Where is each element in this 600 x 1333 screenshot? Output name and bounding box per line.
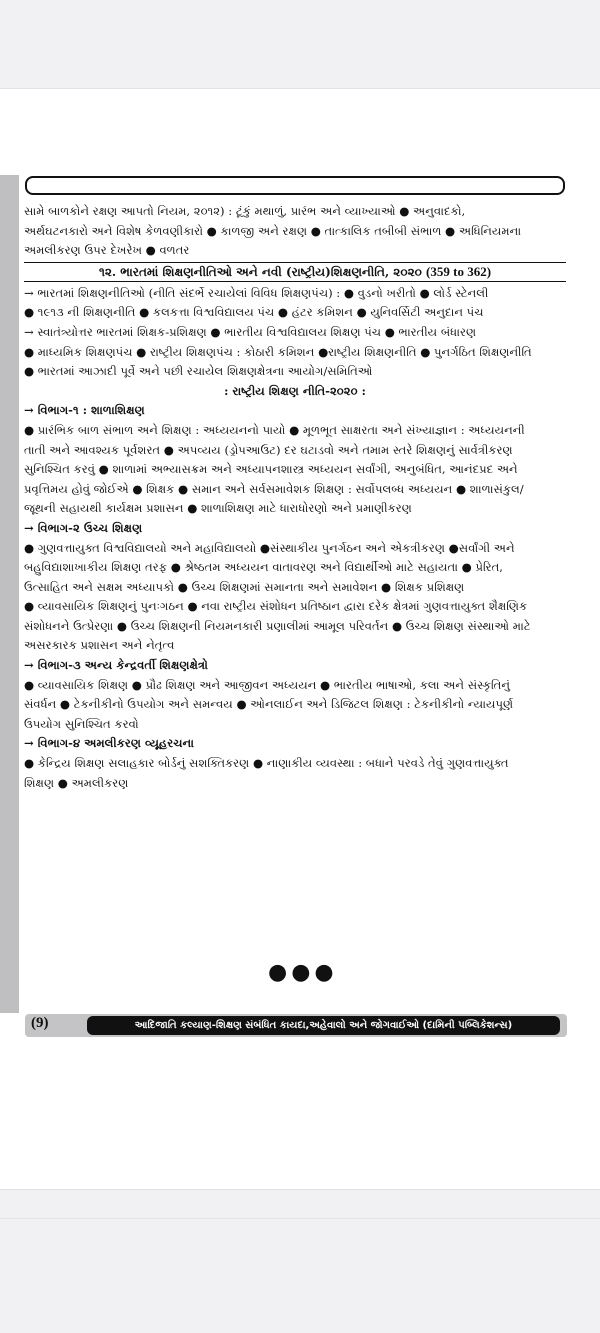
page-content <box>24 202 566 793</box>
section2-line-2: બહુવિદ્યાશાખાકીય શિક્ષણ તરફ ● શ્રેષ્ઠતમ અધ્યયન વાતાવરણ અને વિદ્યાર્થીઓ માટે સહાયતા ● પ્રેરિત, <box>24 560 503 575</box>
section4-line-2: શિક્ષણ ● અમલીકરણ <box>24 775 129 790</box>
section1-line-4: પ્રવૃત્તિમય હોવું જોઈએ ● શિક્ષક ● સમાન અને સર્વસમાવેશક શિક્ષણ : સર્વોપલબ્ધ અધ્યયન ● શાળાસંકુલ/ <box>24 481 524 496</box>
left-margin-bar <box>0 175 19 1013</box>
divider <box>0 1218 600 1219</box>
intro-line-1: સામે બાળકોને રક્ષણ આપતો નિયમ, ૨૦૧૨) : ટૂંકું મથાળું, પ્રારંભ અને વ્યાખ્યાઓ ● અનુવાદકો, <box>24 204 466 218</box>
page-footer <box>25 1014 567 1037</box>
section2-line-3: ઉત્સાહિત અને સક્ષમ અધ્યાપકો ● ઉચ્ચ શિક્ષણમાં સમાનતા અને સમાવેશન ● શિક્ષક પ્રશિક્ષણ <box>24 579 465 594</box>
section3-line-1: ● વ્યાવસાયિક શિક્ષણ ● પ્રૌઢ શિક્ષણ અને આજીવન અધ્યયન ● ભારતીય ભાષાઓ, કલા અને સંસ્કૃતિનું <box>24 677 510 692</box>
section1-line-2: તાતી અને આવશ્યક પૂર્વશરત ● અપવ્યય (ડ્રોપઆઉટ) દર ઘટાડવો અને તમામ સ્તરે શિક્ષણનું સાર્વત્રીકરણ <box>24 442 513 457</box>
app-bottom-area <box>0 1190 600 1333</box>
section2-heading: → વિભાગ-૨ ઉચ્ચ શિક્ષણ <box>24 520 143 535</box>
chapter-line-3: → સ્વાતંત્ર્યોત્તર ભારતમાં શિક્ષક-પ્રશિક્ષણ ● ભારતીય વિશ્વવિદ્યાલય શિક્ષણ પંચ ● ભારતીય બંધારણ <box>24 324 477 339</box>
chapter-line-2: ● ૧૯૧૩ ની શિક્ષણનીતિ ● કલકત્તા વિશ્વવિદ્યાલય પંચ ● હંટર કમિશન ● યુનિવર્સિટી અનુદાન પંચ <box>24 305 484 320</box>
end-dots-icon: ●●● <box>268 960 338 985</box>
section2-line-6: અસરકારક પ્રશાસન અને નેતૃત્વ <box>24 638 175 653</box>
chapter-title-text: ૧૨. ભારતમાં શિક્ષણનીતિઓ અને નવી (રાષ્ટ્રીય)શિક્ષણનીતિ, ૨૦૨૦ <box>98 264 422 279</box>
section1-line-3: સુનિશ્ચિત કરવું ● શાળામાં અભ્યાસક્રમ અને અધ્યાપનશાસ્ત્ર અધ્યયન સર્વાંગી, અનુબંધિત, આનંદપ્રદ અને <box>24 462 518 477</box>
section1-line-1: ● પ્રારંભિક બાળ સંભાળ અને શિક્ષણ : અધ્યયનનો પાયો ● મૂળભૂત સાક્ષરતા અને સંખ્યાજ્ઞાન : અધ્યયનની <box>24 422 525 437</box>
header-box <box>25 176 565 195</box>
chapter-title <box>24 262 566 282</box>
chapter-pages: (359 to 362) <box>426 263 492 279</box>
section3-line-3: ઉપયોગ સુનિશ્ચિત કરવો <box>24 716 139 731</box>
chapter-line-5: ● ભારતમાં આઝાદી પૂર્વે અને પછી રચાયેલ શિક્ષણક્ષેત્રના આયોગ/સમિતિઓ <box>24 364 373 379</box>
policy-heading: : રાષ્ટ્રીય શિક્ષણ નીતિ-૨૦૨૦ : <box>224 383 366 398</box>
intro-line-3: અમલીકરણ ઉપર દેખરેખ ● વળતર <box>24 243 190 258</box>
section4-line-1: ● કેન્દ્રિય શિક્ષણ સલાહકાર બોર્ડનું સશક્તિકરણ ● નાણાકીય વ્યવસ્થા : બધાને પરવડે તેવું ગુણવત્તાયુક્ત <box>24 756 509 771</box>
section1-line-5: જૂથની સહાયથી કાર્યક્ષમ પ્રશાસન ● શાળાશિક્ષણ માટે ધારાધોરણો અને પ્રમાણીકરણ <box>24 501 412 516</box>
section3-line-2: સંવર્ધન ● ટેકનીકીનો ઉપયોગ અને સમન્વય ● ઓનલાઈન અને ડિજિટલ શિક્ષણ : ટેકનીકીનો ન્યાયપૂર્ણ <box>24 697 514 712</box>
intro-line-2: અર્થઘટનકારો અને વિશેષ કેળવણીકારો ● કાળજી અને રક્ષણ ● તાત્કાલિક તબીબી સંભાળ ● અધિનિયમના <box>24 223 522 238</box>
book-title: આદિજાતિ કલ્યાણ-શિક્ષણ સંબંધિત કાયદા,અહેવાલો અને જોગવાઈઓ (દામિની પબ્લિકેશન્સ) <box>87 1016 560 1035</box>
section3-heading: → વિભાગ-૩ અન્ય કેન્દ્રવર્તી શિક્ષણક્ષેત્રો <box>24 658 208 673</box>
section2-line-1: ● ગુણવત્તાયુક્ત વિશ્વવિદ્યાલયો અને મહાવિદ્યાલયો ●સંસ્થાકીય પુનર્ગઠન અને એકત્રીકરણ ●સર્વાંગી અને <box>24 540 515 555</box>
section4-heading: → વિભાગ-૪ અમલીકરણ વ્યૂહરચના <box>24 736 194 751</box>
section2-line-5: સંશોધનને ઉત્પ્રેરણા ● ઉચ્ચ શિક્ષણની નિયમનકારી પ્રણાલીમાં આમૂલ પરિવર્તન ● ઉચ્ચ શિક્ષણ સંસ્થાઓ માટે <box>24 618 531 633</box>
section1-heading: → વિભાગ-૧ : શાળાશિક્ષણ <box>24 403 145 418</box>
section2-line-4: ● વ્યાવસાયિક શિક્ષણનું પુનઃગઠન ● નવા રાષ્ટ્રીય સંશોધન પ્રતિષ્ઠાન દ્વારા દરેક ક્ષેત્રમાં ગુણવત્તાયુક્ત શૈક્ષણિક <box>24 599 528 614</box>
page-number: (9) <box>31 1015 49 1031</box>
app-top-area <box>0 0 600 88</box>
chapter-line-1: → ભારતમાં શિક્ષણનીતિઓ (નીતિ સંદર્ભે રચાયેલાં વિવિધ શિક્ષણપંચ) : ● વુડનો ખરીતો ● લોર્ડ સ્ટેનલી <box>24 285 489 300</box>
chapter-line-4: ● માધ્યમિક શિક્ષણપંચ ● રાષ્ટ્રીય શિક્ષણપંચ : કોઠારી કમિશન ●રાષ્ટ્રીય શિક્ષણનીતિ ● પુનર્ગઠિત શિક્ષણનીતિ <box>24 344 532 359</box>
